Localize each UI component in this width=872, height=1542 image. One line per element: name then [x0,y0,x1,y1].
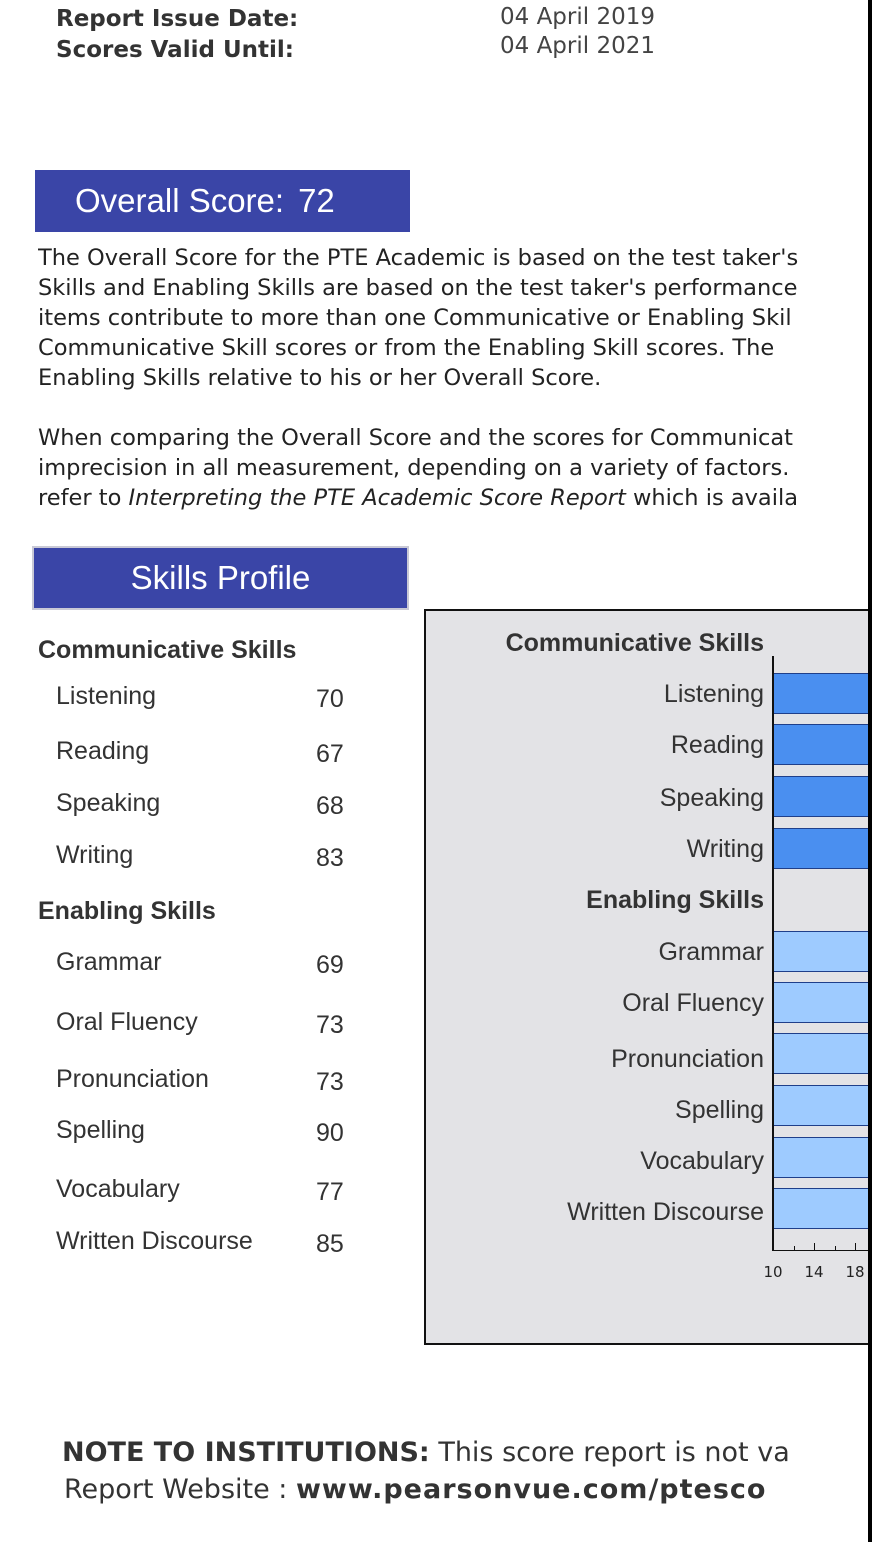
chart-x-axis [772,1250,872,1251]
paragraph-line: The Overall Score for the PTE Academic is based on the test taker's [38,245,799,271]
chart-bar [774,1188,872,1229]
skill-score: 73 [316,1068,344,1096]
chart-category-label: Pronunciation [611,1045,764,1073]
skill-name: Oral Fluency [56,1008,198,1036]
paragraph-line [38,483,872,513]
issue-date-label: Report Issue Date: [56,6,299,32]
skills-profile-title: Skills Profile [130,559,311,596]
chart-enabling-heading: Enabling Skills [586,886,764,914]
skills-bar-chart [424,609,872,1345]
chart-tick-label: 10 [763,1263,783,1281]
issue-date-value: 04 April 2019 [500,4,655,30]
valid-until-label: Scores Valid Until: [56,37,294,63]
chart-category-label: Speaking [659,784,764,812]
skill-name: Written Discourse [56,1227,253,1255]
skill-name: Grammar [56,948,162,976]
paragraph-line: items contribute to more than one Communicative or Enabling Skil [38,305,792,331]
chart-tick [794,1246,795,1251]
report-website [64,1474,766,1505]
skill-score: 73 [316,1011,344,1039]
skill-name: Spelling [56,1116,145,1144]
chart-tick-label: 14 [804,1263,824,1281]
chart-bar [774,931,872,972]
skill-score: 69 [316,951,344,979]
report-website-label: Report Website : [64,1474,296,1505]
institution-note-label: NOTE TO INSTITUTIONS: [62,1437,430,1468]
chart-tick [855,1243,856,1251]
chart-y-axis [772,656,774,1251]
skill-score: 83 [316,844,344,872]
paragraph-text: refer to [38,485,129,511]
skill-name: Reading [56,737,150,765]
chart-communicative-heading: Communicative Skills [505,629,764,657]
paragraph-line: Communicative Skill scores or from the Enabling Skill scores. The [38,335,775,361]
chart-tick [835,1246,836,1251]
skill-score: 85 [316,1230,344,1258]
chart-tick-label: 18 [845,1263,865,1281]
chart-bar [774,828,872,869]
chart-category-label: Vocabulary [640,1147,764,1175]
chart-bar [774,776,872,817]
chart-category-label: Oral Fluency [622,989,764,1017]
score-comparison-note [38,423,872,513]
page-edge [868,0,872,1542]
chart-bar [774,1085,872,1126]
skill-name: Listening [56,682,157,710]
paragraph-line: When comparing the Overall Score and the scores for Communicat [38,425,793,451]
enabling-skills-heading: Enabling Skills [38,897,216,925]
chart-bar [774,982,872,1023]
report-guide-title: Interpreting the PTE Academic Score Report [128,485,626,511]
overall-score-banner [35,170,410,232]
skill-name: Vocabulary [56,1175,180,1203]
skill-score: 67 [316,740,344,768]
institution-note-text: This score report is not va [438,1437,790,1468]
skill-name: Speaking [56,789,161,817]
skill-score: 68 [316,792,344,820]
chart-bar [774,724,872,765]
skill-score: 77 [316,1178,344,1206]
paragraph-line: Enabling Skills relative to his or her Overall Score. [38,365,602,391]
chart-category-label: Written Discourse [567,1198,764,1226]
chart-category-label: Listening [663,680,764,708]
chart-tick [773,1243,774,1251]
communicative-skills-heading: Communicative Skills [38,636,297,664]
chart-tick [814,1243,815,1251]
skill-name: Pronunciation [56,1065,209,1093]
overall-score-label: Overall Score: [75,182,285,219]
chart-category-label: Reading [670,731,764,759]
chart-bar [774,1033,872,1074]
report-website-url[interactable]: www.pearsonvue.com/ptesco [295,1474,767,1505]
chart-category-label: Spelling [675,1096,764,1124]
institution-note [62,1437,790,1468]
skills-profile-banner [34,548,407,608]
skill-name: Writing [56,841,134,869]
valid-until-value: 04 April 2021 [500,33,655,59]
paragraph-line: Skills and Enabling Skills are based on the test taker's performance [38,275,798,301]
overall-score-description [38,243,872,393]
chart-bar [774,1137,872,1178]
chart-category-label: Grammar [658,938,764,966]
overall-score-value: 72 [298,182,335,219]
skill-score: 70 [316,685,344,713]
paragraph-line: imprecision in all measurement, depending on a variety of factors. [38,455,790,481]
skill-score: 90 [316,1119,344,1147]
chart-category-label: Writing [686,835,764,863]
paragraph-text: which is availa [625,485,799,511]
chart-bar [774,673,872,714]
